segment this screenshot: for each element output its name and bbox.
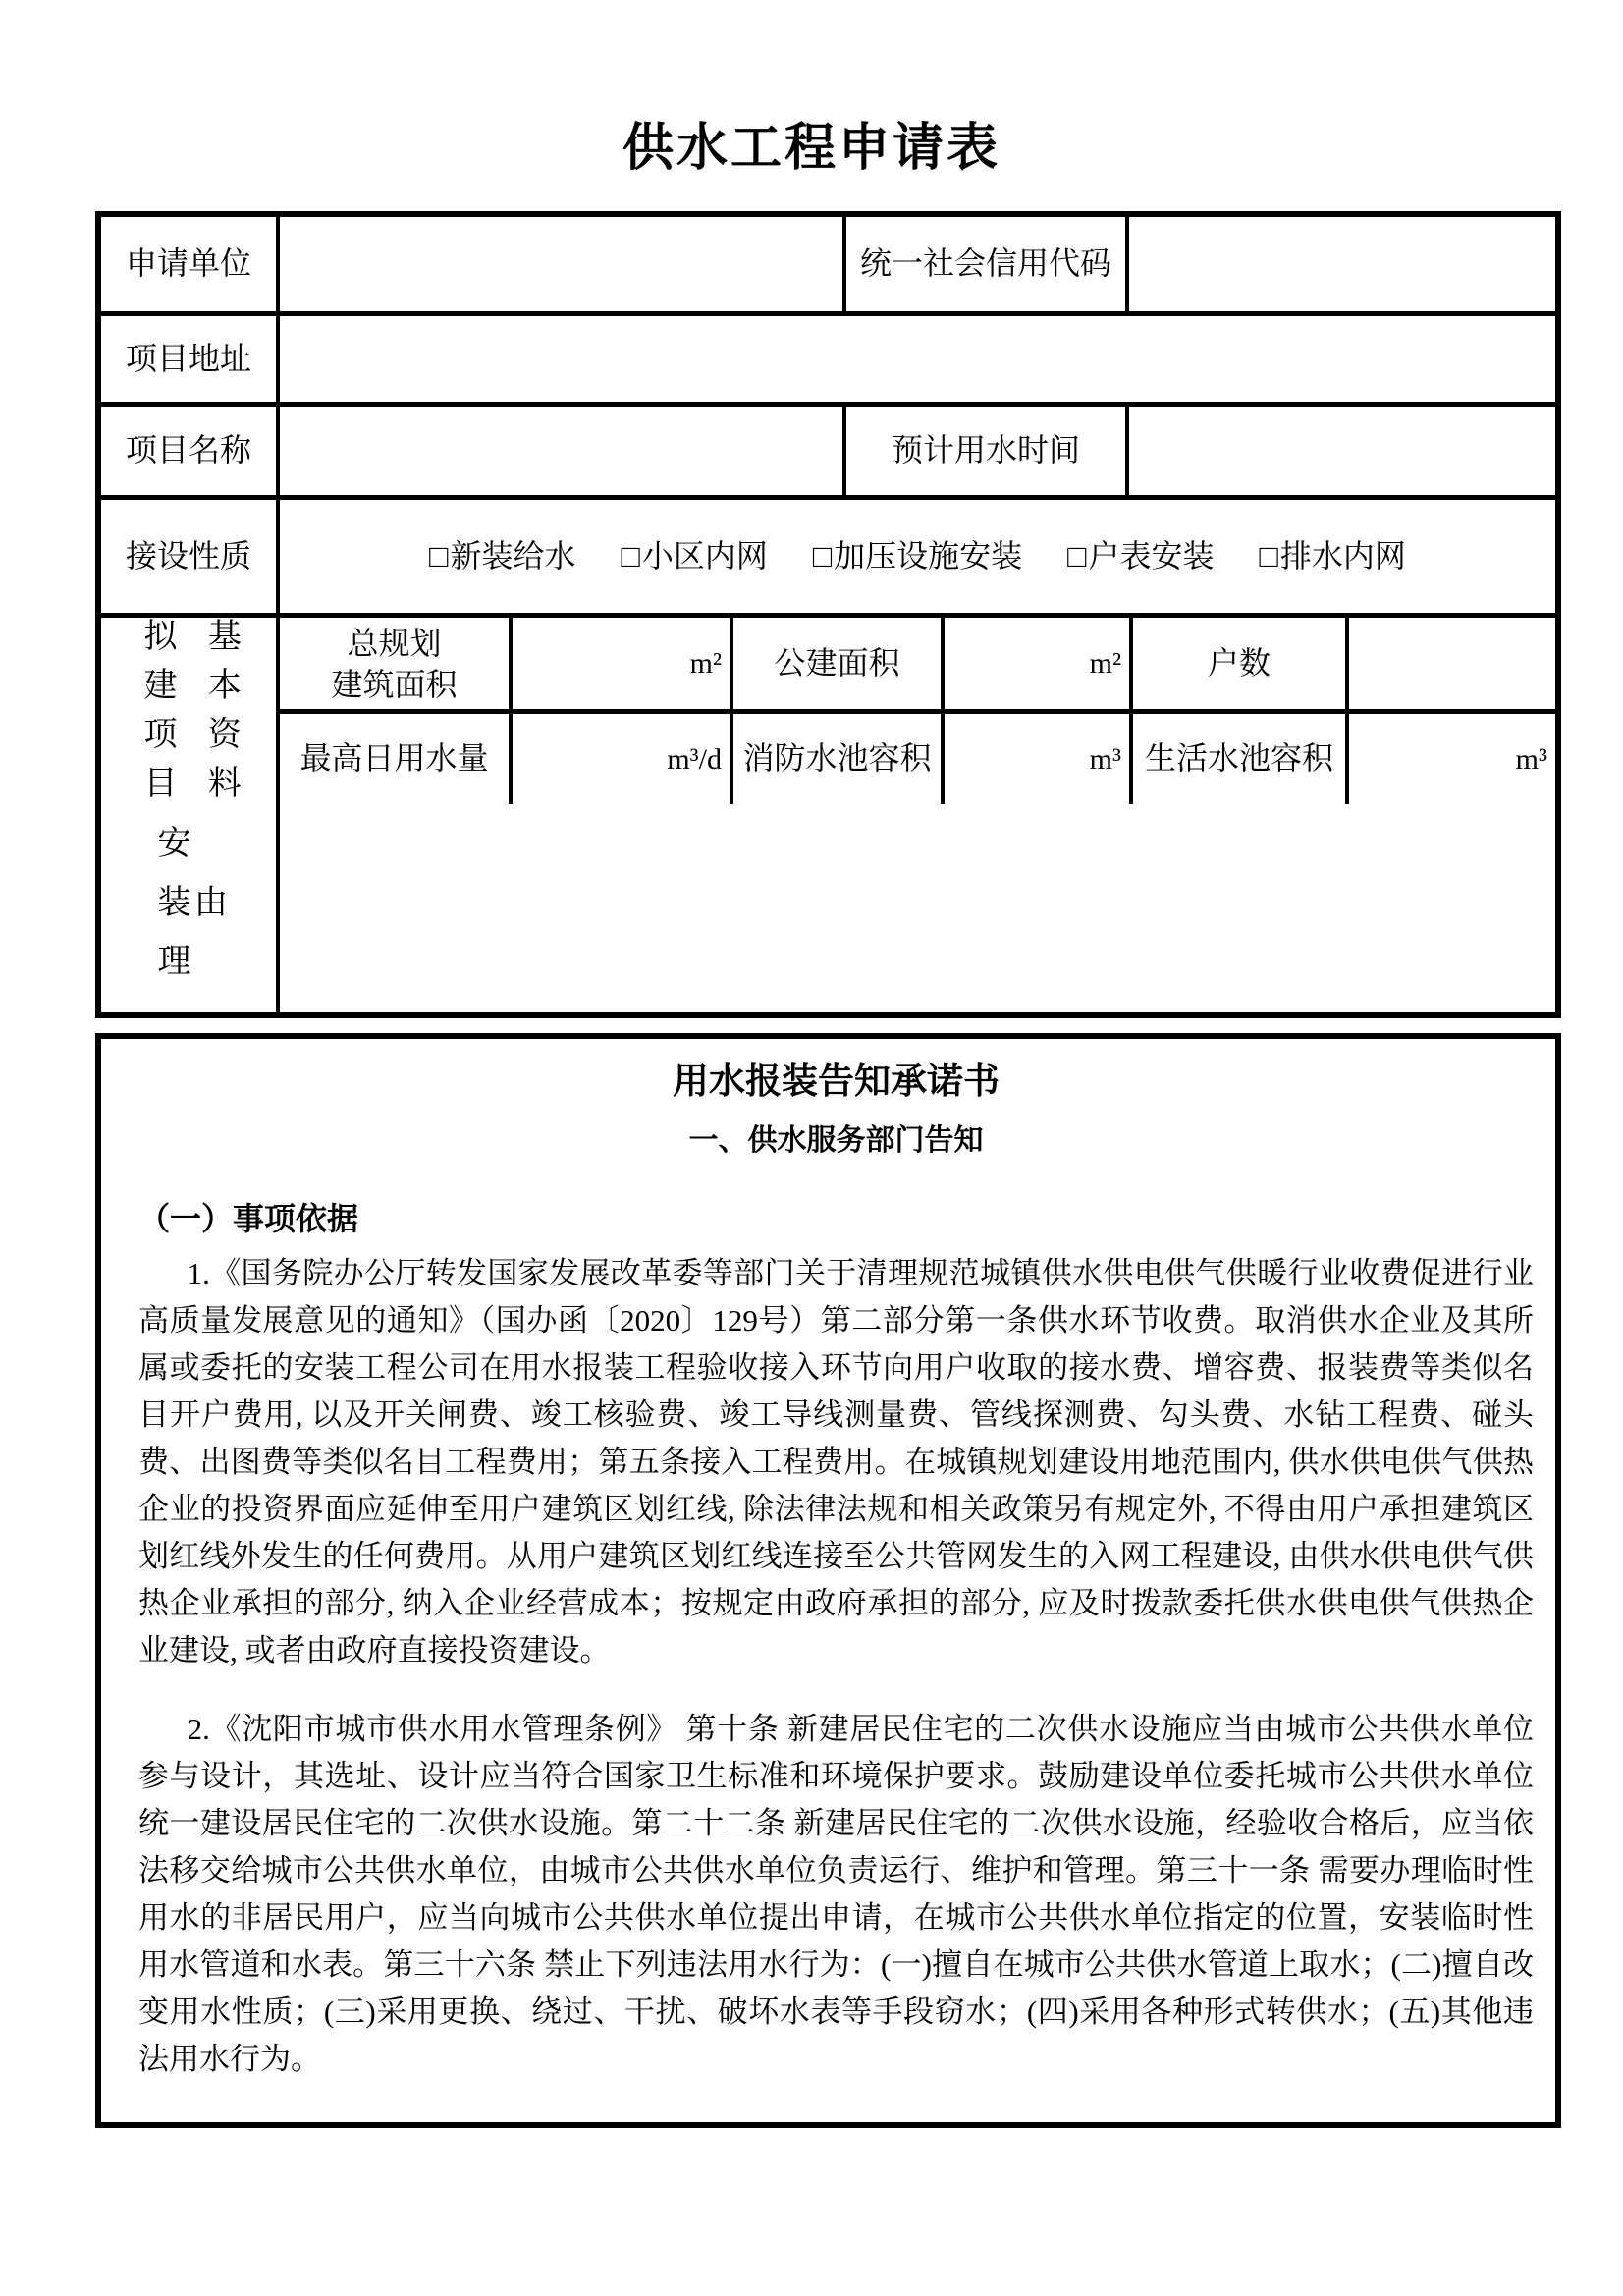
credit-code-value-cell[interactable] (1125, 217, 1555, 311)
total-planned-area-label: 总规划 建筑面积 (331, 625, 458, 702)
project-info-group (101, 613, 1555, 814)
checkbox-icon[interactable]: □ (429, 537, 449, 574)
option-label: 新装给水 (450, 537, 576, 574)
row-project-name (101, 402, 1555, 495)
project-name-label: 项目名称 (125, 432, 251, 468)
install-reason-value-cell[interactable] (276, 814, 1555, 1012)
project-address-label: 项目地址 (125, 340, 251, 376)
credit-code-label: 统一社会信用代码 (842, 217, 1125, 311)
checkbox-icon[interactable]: □ (1259, 537, 1278, 574)
notice-section-heading: 一、供水服务部门告知 (688, 1124, 984, 1158)
option-label: 排水内网 (1279, 537, 1406, 574)
project-name-value-cell[interactable] (276, 407, 842, 495)
option-label: 小区内网 (641, 537, 768, 574)
row-connection-nature (101, 495, 1555, 613)
notice-section (95, 1033, 1561, 2128)
vertical-label-col-2: 基本资料 (202, 618, 240, 814)
unit-m2: m² (689, 647, 722, 680)
household-count-value-cell[interactable] (1345, 618, 1555, 709)
page-title: 供水工程申请表 (622, 121, 1001, 177)
public-building-area-value-cell[interactable] (941, 618, 1129, 709)
option-community-network[interactable] (621, 536, 767, 577)
public-building-area-label: 公建面积 (730, 618, 941, 709)
connection-nature-label: 接设性质 (125, 537, 251, 574)
project-address-value-cell[interactable] (276, 316, 1555, 402)
max-daily-water-label: 最高日用水量 (299, 740, 489, 777)
unit-m2: m² (1089, 647, 1121, 680)
option-pressure-facility[interactable] (813, 536, 1022, 577)
unit-m3d: m³/d (667, 742, 722, 776)
household-count-label: 户数 (1129, 618, 1345, 709)
row-water-volumes (280, 709, 1555, 804)
option-new-water-supply[interactable] (429, 536, 575, 577)
applicant-value-cell[interactable] (276, 217, 842, 311)
option-label: 户表安装 (1088, 537, 1215, 574)
expected-use-time-value-cell[interactable] (1125, 407, 1555, 495)
row-areas (280, 618, 1555, 709)
checkbox-icon[interactable]: □ (812, 537, 833, 574)
row-project-address (101, 311, 1555, 402)
living-pool-capacity-value-cell[interactable] (1345, 714, 1555, 804)
max-daily-water-value-cell[interactable] (509, 714, 730, 804)
project-info-vertical-label (101, 618, 276, 814)
row-applicant (101, 217, 1555, 311)
expected-use-time-label: 预计用水时间 (842, 407, 1125, 495)
checkbox-icon[interactable]: □ (621, 537, 640, 574)
install-reason-label: 安装理由 (152, 825, 226, 1002)
notice-title: 用水报装告知承诺书 (673, 1062, 1000, 1102)
vertical-label-col-1: 拟建项目 (138, 618, 175, 814)
option-drainage-network[interactable] (1260, 536, 1406, 577)
unit-m3: m³ (1089, 742, 1121, 776)
option-household-meter[interactable] (1067, 536, 1214, 577)
fire-pool-capacity-label: 消防水池容积 (730, 714, 941, 804)
connection-options (276, 500, 1555, 613)
notice-paragraph-1: 1.《国务院办公厅转发国家发展改革委等部门关于清理规范城镇供水供电供气供暖行业收费促进行业高质量发展意见的通知》（国办函〔2020〕129号）第二部分第一条供水环节收费。取消供水企业及其所属或委托的安装工程公司在用水报装工程验收接入环节向用户收取的接水费、增容费、报装费等类似名目开户费用, 以及开关闸费、竣工核验费、竣工导线测量费、管线探测费、勾头费、水钻工程费、碰头费、出图费等类似名目工程费用；第五条接入工程费用。在城镇规划建设用地范围内, 供水供电供气供热企业的投资界面应延伸至用户建筑区划红线, 除法律法规和相关政策另有规定外, 不得由用户承担建筑区划红线外发生的任何费用。从用户建筑区划红线连接至公共管网发生的入网工程建设, 由供水供电供气供热企业承担的部分, 纳入企业经营成本；按规定由政府承担的部分, 应及时拨款委托供水供电供气供热企业建设, 或者由政府直接投资建设。 (138, 1255, 1534, 1667)
total-planned-area-value-cell[interactable] (509, 618, 730, 709)
unit-m3: m³ (1515, 742, 1547, 776)
notice-paragraph-2: 2.《沈阳市城市供水用水管理条例》 第十条 新建居民住宅的二次供水设施应当由城市公共供水单位参与设计，其选址、设计应当符合国家卫生标准和环境保护要求。鼓励建设单位委托城市公共供水单位统一建设居民住宅的二次供水设施。第二十二条 新建居民住宅的二次供水设施，经验收合格后，应当依法移交给城市公共供水单位，由城市公共供水单位负责运行、维护和管理。第三十一条 需要办理临时性用水的非居民用户，应当向城市公共供水单位提出申请，在城市公共供水单位指定的位置，安装临时性用水管道和水表。第三十六条 禁止下列违法用水行为：(一)擅自在城市公共供水管道上取水；(二)擅自改变用水性质；(三)采用更换、绕过、干扰、破坏水表等手段窃水；(四)采用各种形式转供水；(五)其他违法用水行为。 (138, 1711, 1534, 2076)
notice-subsection-heading: （一）事项依据 (138, 1201, 359, 1237)
option-label: 加压设施安装 (834, 537, 1023, 574)
living-pool-capacity-label: 生活水池容积 (1129, 714, 1345, 804)
fire-pool-capacity-value-cell[interactable] (941, 714, 1129, 804)
applicant-label: 申请单位 (125, 246, 251, 282)
row-install-reason (101, 814, 1555, 1012)
application-table (95, 211, 1561, 1018)
checkbox-icon[interactable]: □ (1067, 537, 1087, 574)
